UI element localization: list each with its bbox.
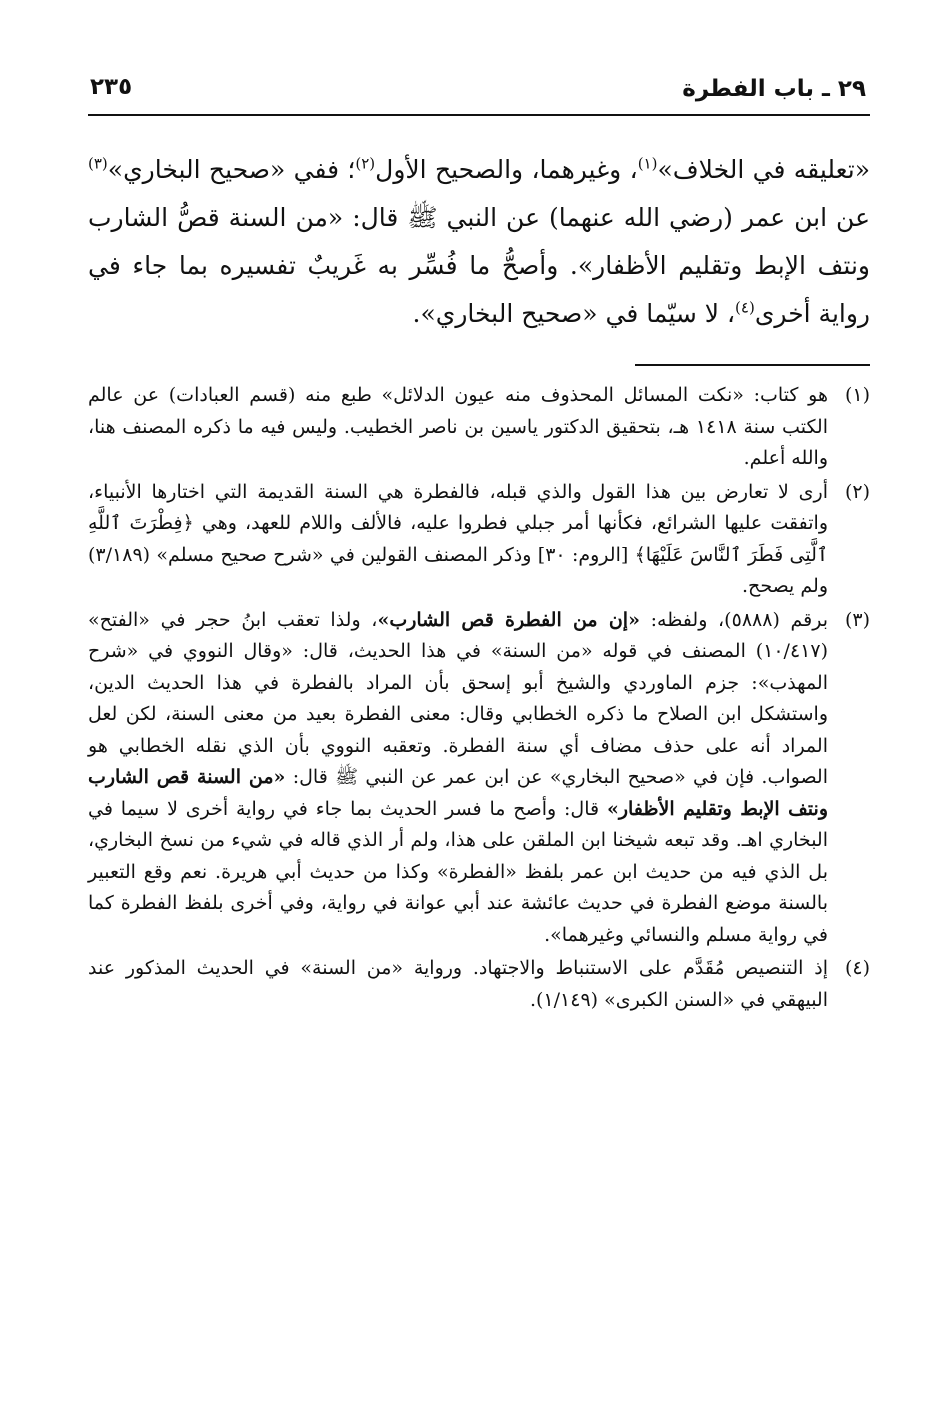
footnote-3-part-e: قال: وأصح ما فسر الحديث بما جاء في رواية أخرى لا سيما في البخاري اهـ. وقد تبعه شيخنا ابن الملقن على هذا، ولم أر الذي قاله في شيء من نسخ البخاري، بل الذي فيه من حديث ابن عمر بلفظ «الفطرة» وكذا من حديث أبي هريرة. نعم وقع التعبير بالسنة موضع الفطرة في حديث عائشة عند أبي عوانة في رواية، وفي أخرى بلفظ الفطرة كما في رواية مسلم والنسائي وغيرهما». — [88, 797, 828, 946]
footnote-3-part-c: ، ولذا تعقب ابنُ حجر في «الفتح» (١٠/٤١٧) المصنف في قوله «من السنة» في هذا الحديث، قال: «وقال النووي في «شرح المهذب»: جزم الماوردي والشيخ أبو إسحق بأن المراد بالفطرة في هذا الحديث الدين، واستشكل ابن الصلاح ما ذكره الخطابي وقال: معنى الفطرة بعيد من معنى السنة، لكن لعل المراد أنه على حذف مضاف أي سنة الفطرة. وتعقبه النووي بأن الذي نقله الخطابي هو الصواب. فإن في «صحيح البخاري» عن ابن عمر عن النبي ﷺ قال: — [88, 608, 828, 788]
footnote-3-part-a: برقم (٥٨٨٨)، ولفظه: — [639, 608, 829, 631]
footnote-separator — [635, 364, 870, 366]
main-text-part-4: عن ابن عمر (رضي الله عنهما) عن النبي ﷺ قال: «من السنة قصُّ الشارب ونتف الإبط وتقليم الأظفار». وأصحُّ ما فُسِّر به غَريبٌ تفسيره بما جاء في رواية أخرى — [88, 203, 870, 328]
footnote-text: إذ التنصيص مُقَدَّم على الاستنباط والاجتهاد. ورواية «من السنة» في الحديث المذكور عند البيهقي في «السنن الكبرى» (١/١٤٩). — [88, 957, 828, 1011]
footnote-number: (٣) — [844, 608, 870, 631]
page-number: ٢٣٥ — [90, 74, 133, 100]
main-text-part-5: ، لا سيّما في «صحيح البخاري». — [412, 299, 736, 328]
footnote-ref-3: (٣) — [88, 154, 108, 173]
footnote-text: هو كتاب: «نكت المسائل المحذوف منه عيون الدلائل» طبع منه (قسم العبادات) عن عالم الكتب سنة ١٤١٨ هـ، بتحقيق الدكتور ياسين بن ناصر الخطيب. وليس فيه ما ذكره المصنف هنا، والله أعلم. — [88, 384, 828, 469]
footnote-number: (٤) — [844, 957, 870, 979]
running-header — [88, 62, 870, 116]
chapter-title: ٢٩ ـ باب الفطرة — [682, 76, 866, 102]
book-page — [88, 62, 870, 1382]
footnote-text: أرى لا تعارض بين هذا القول والذي قبله، فالفطرة هي السنة القديمة التي اختارها الأنبياء، واتفقت عليها الشرائع، فكأنها أمر جبلي فطروا عليه، فالألف واللام للعهد، وهي ﴿فِطْرَتَ ٱللَّهِ ٱلَّتِى فَطَرَ ٱلنَّاسَ عَلَيْهَا﴾ [الروم: ٣٠] وذكر المصنف القولين في «شرح صحيح مسلم» (٣/١٨٩) ولم يصحح. — [88, 480, 829, 597]
footnote-number: (٢) — [844, 480, 870, 503]
footnote-2 — [88, 477, 870, 603]
footnote-ref-1: (١) — [637, 154, 658, 173]
footnote-text — [88, 605, 832, 952]
footnote-ref-2: (٢) — [355, 154, 376, 173]
footnote-ref-4: (٤) — [735, 298, 755, 317]
footnote-1 — [88, 380, 870, 475]
main-paragraph — [88, 146, 870, 338]
main-text-part-2: ، وغيرهما، والصحيح الأول — [375, 155, 638, 184]
footnote-3-hadith-quote-2: «من السنة قص الشارب ونتف الإبط وتقليم الأظفار» — [88, 766, 829, 820]
main-text-part-3: ؛ ففي «صحيح البخاري» — [107, 155, 356, 184]
footnote-4 — [88, 953, 870, 1016]
footnote-number: (١) — [844, 384, 870, 406]
footnote-3 — [88, 605, 870, 952]
footnotes — [88, 380, 870, 1016]
main-text-part-1: «تعليقه في الخلاف» — [657, 155, 870, 184]
footnote-3-hadith-quote-1: «إن من الفطرة قص الشارب» — [377, 608, 640, 631]
